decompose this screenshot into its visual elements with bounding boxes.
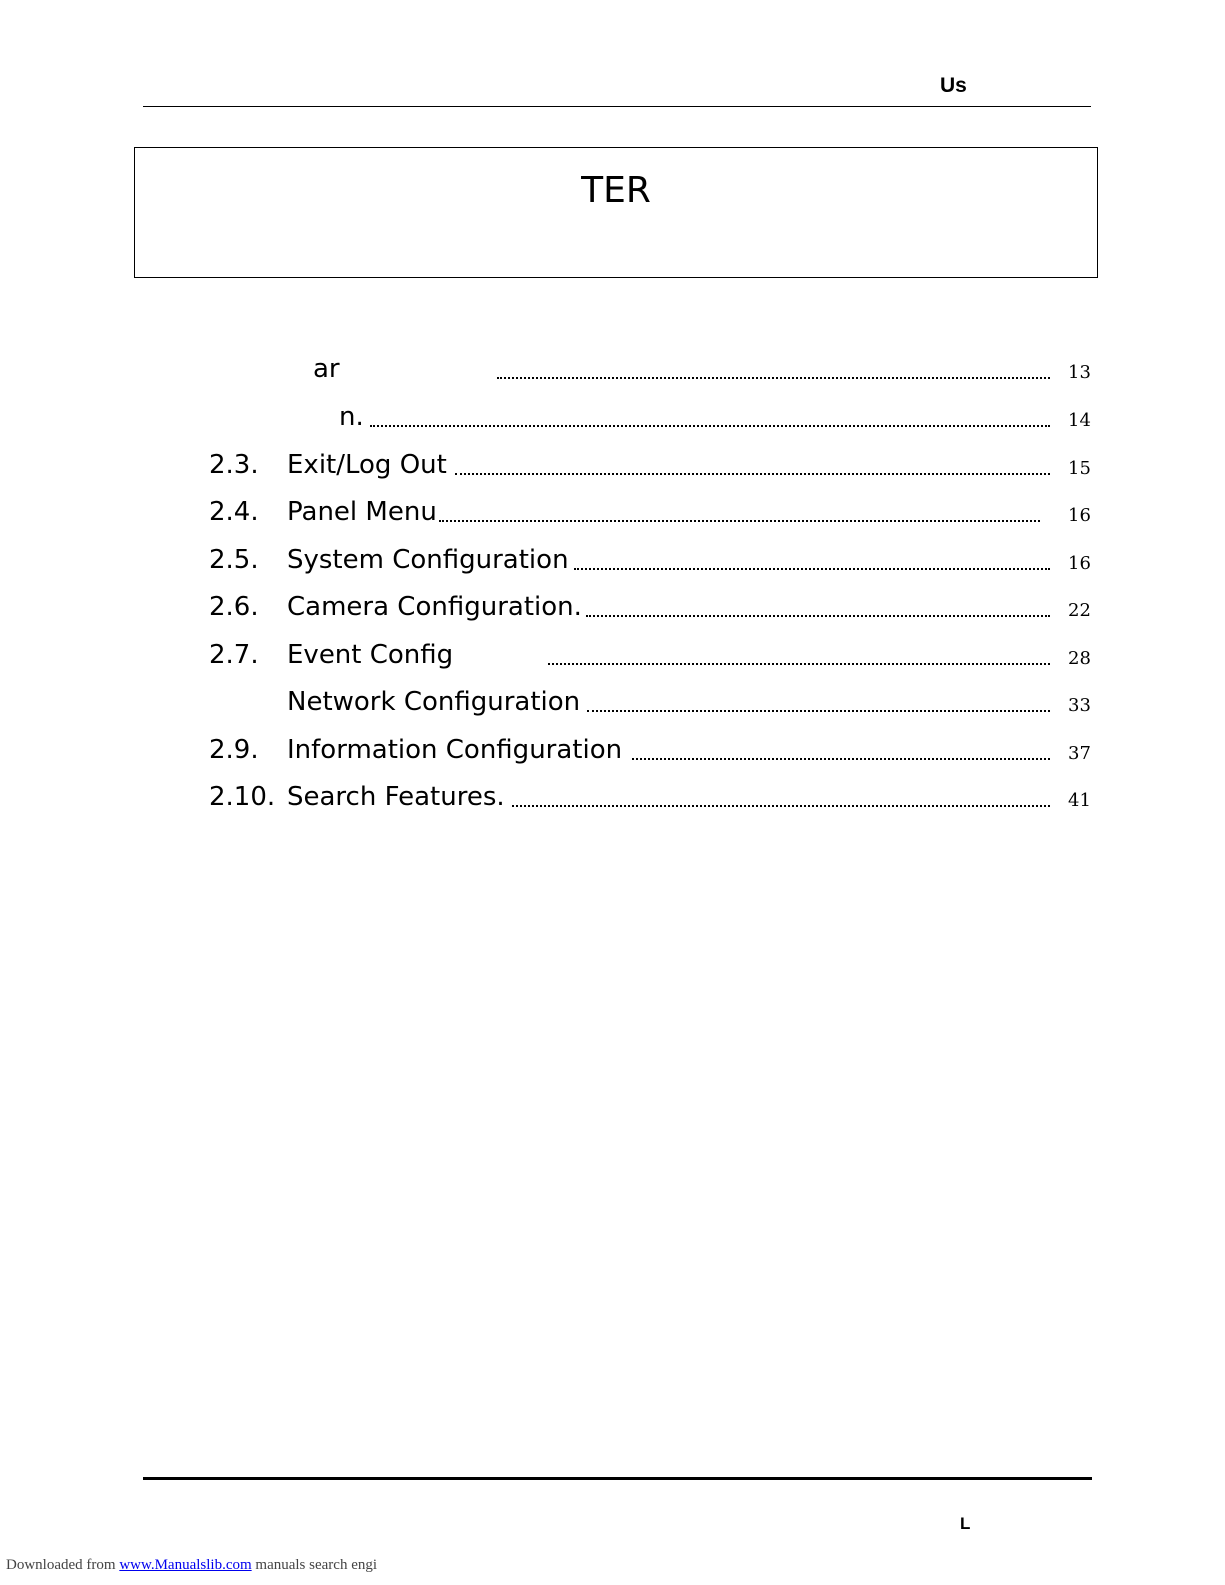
footer-divider: [143, 1477, 1092, 1480]
toc-entry[interactable]: [0, 780, 1225, 814]
toc-entry-number: 2.3.: [209, 450, 259, 480]
toc-entry-leader: [512, 805, 1050, 807]
toc-entry-title: Event Config: [287, 640, 454, 670]
toc-entry-page: 33: [1068, 695, 1091, 716]
download-notice: [6, 1556, 377, 1574]
toc-entry-number: 2.5.: [209, 545, 259, 575]
toc-entry[interactable]: [0, 638, 1225, 672]
toc-entry-title: Network Configuration: [287, 687, 581, 717]
toc-entry-page: 37: [1068, 743, 1091, 764]
toc-entry-number: 2.4.: [209, 497, 259, 527]
toc-entry-page: 28: [1068, 648, 1091, 669]
toc-entry[interactable]: [0, 400, 1225, 434]
toc-entry-leader: [587, 710, 1050, 712]
toc-entry-page: 14: [1068, 410, 1091, 431]
toc-entry-leader: [548, 663, 1050, 665]
toc-entry-title: Exit/Log Out: [287, 450, 447, 480]
toc-entry-leader: [574, 568, 1050, 570]
toc-entry-leader: [370, 425, 1050, 427]
toc-entry-title: Camera Configuration.: [287, 592, 582, 622]
download-prefix: Downloaded from: [6, 1557, 120, 1573]
toc-entry-title: n.: [339, 402, 364, 432]
toc-entry-page: 13: [1068, 362, 1091, 383]
toc-entry[interactable]: [0, 685, 1225, 719]
download-suffix: manuals search engi: [251, 1557, 378, 1573]
toc-entry-title: Information Configuration: [287, 735, 623, 765]
toc-entry-title: ar: [313, 354, 340, 384]
toc-entry-leader: [586, 615, 1050, 617]
chapter-title-box: [134, 147, 1098, 278]
toc-entry-page: 15: [1068, 458, 1091, 479]
toc-entry-page: 22: [1068, 600, 1091, 621]
toc-entry[interactable]: [0, 590, 1225, 624]
toc-entry[interactable]: [0, 543, 1225, 577]
toc-entry-leader: [439, 520, 1040, 522]
toc-entry-number: 2.7.: [209, 640, 259, 670]
header-divider: [143, 106, 1091, 107]
toc-entry[interactable]: [0, 733, 1225, 767]
toc-entry-leader: [497, 377, 1050, 379]
toc-entry[interactable]: [0, 495, 1225, 529]
page-header-text: Us: [940, 74, 967, 97]
toc-entry-number: 2.9.: [209, 735, 259, 765]
toc-entry-page: 16: [1068, 553, 1091, 574]
toc-entry-leader: [632, 758, 1050, 760]
manualslib-link[interactable]: www.Manualslib.com: [119, 1557, 252, 1573]
toc-entry-page: 16: [1068, 505, 1091, 526]
toc-entry-page: 41: [1068, 790, 1091, 811]
page-footer-text: L: [960, 1514, 971, 1533]
toc-entry[interactable]: [0, 448, 1225, 482]
toc-entry-title: Search Features.: [287, 782, 505, 812]
toc-entry-number: 2.6.: [209, 592, 259, 622]
chapter-title: TER: [581, 170, 651, 211]
toc-entry-title: System Configuration: [287, 545, 569, 575]
toc-entry-leader: [455, 473, 1050, 475]
toc-entry-number: 2.10.: [209, 782, 276, 812]
toc-entry-title: Panel Menu: [287, 497, 437, 527]
toc-entry[interactable]: [0, 352, 1225, 386]
